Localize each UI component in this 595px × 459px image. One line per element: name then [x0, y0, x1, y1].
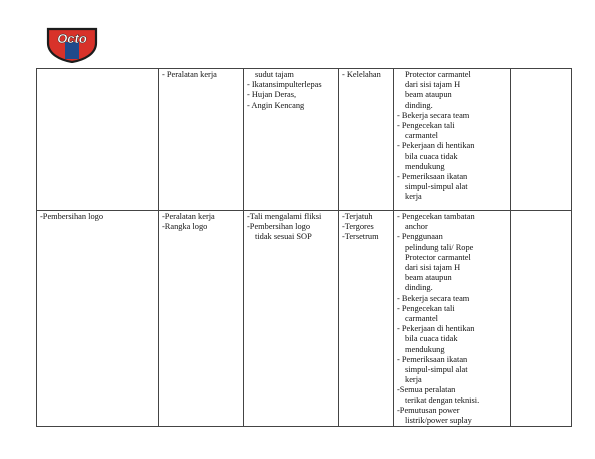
company-logo — [46, 27, 98, 63]
cell-line: - Pekerjaan di hentikan — [397, 141, 475, 151]
cell-line: beam ataupun — [405, 90, 452, 100]
remarks-cell — [511, 69, 572, 211]
cell-line: - Pengecekan tali — [397, 303, 455, 313]
cell-line: -Rangka logo — [162, 222, 208, 232]
activity-cell — [37, 211, 159, 427]
cell-line: dari sisi tajam H — [405, 263, 461, 273]
cell-line: bila cuaca tidak — [405, 334, 458, 344]
activity-cell — [37, 69, 159, 211]
cell-line: bila cuaca tidak — [405, 151, 458, 161]
cell-line: simpul-simpul alat — [405, 365, 468, 375]
control-cell — [394, 69, 511, 211]
cell-line: -Peralatan kerja — [162, 212, 215, 221]
equipment-cell — [159, 69, 244, 211]
cell-line: -Terjatuh — [342, 212, 373, 221]
cell-line: Protector carmantel — [405, 252, 471, 262]
cell-line: -Tali mengalami fliksi — [247, 212, 322, 221]
cell-line: -Tersetrum — [342, 232, 379, 242]
cell-line: dinding. — [405, 283, 433, 293]
hazard-cell — [244, 211, 339, 427]
cell-line: dinding. — [405, 100, 433, 110]
risk-cell — [339, 69, 394, 211]
cell-line: listrik/power suplay — [405, 416, 472, 426]
cell-line: terikat dengan teknisi. — [405, 395, 480, 405]
cell-line: - Pengecekan tambatan — [397, 212, 475, 221]
cell-line: - Hujan Deras, — [247, 90, 297, 100]
equipment-cell — [159, 211, 244, 427]
table-row — [37, 69, 572, 211]
cell-line: - Pekerjaan di hentikan — [397, 324, 475, 334]
cell-line: mendukung — [405, 344, 445, 354]
cell-line: beam ataupun — [405, 273, 452, 283]
jsa-table — [36, 68, 572, 427]
logo-text: Octo — [57, 31, 87, 46]
cell-line: kerja — [405, 375, 422, 385]
cell-line: - Penggunaan — [397, 232, 443, 242]
cell-line: Protector carmantel — [405, 70, 471, 79]
cell-line: -Tergores — [342, 222, 374, 232]
cell-line: -Pemutusan power — [397, 405, 460, 415]
cell-line: - Bekerja secara team — [397, 110, 470, 120]
remarks-cell — [511, 211, 572, 427]
table-row — [37, 211, 572, 427]
cell-line: dari sisi tajam H — [405, 80, 461, 90]
hazard-cell — [244, 69, 339, 211]
cell-line: - Bekerja secara team — [397, 293, 470, 303]
control-cell — [394, 211, 511, 427]
cell-line: simpul-simpul alat — [405, 182, 468, 192]
cell-line: - Kelelahan — [342, 70, 381, 79]
cell-line: carmantel — [405, 314, 439, 324]
cell-line: -Pembersihan logo — [40, 212, 104, 221]
cell-line: tidak sesuai SOP — [255, 232, 312, 242]
cell-line: - Ikatansimpulterlepas — [247, 80, 322, 90]
cell-line: - Pemeriksaan ikatan — [397, 354, 468, 364]
cell-line: - Peralatan kerja — [162, 70, 217, 79]
cell-line: - Pemeriksaan ikatan — [397, 172, 468, 182]
cell-line: kerja — [405, 192, 422, 202]
cell-line: - Pengecekan tali — [397, 121, 455, 131]
cell-line: anchor — [405, 222, 428, 232]
cell-line: carmantel — [405, 131, 439, 141]
cell-line: - Angin Kencang — [247, 100, 305, 110]
risk-cell — [339, 211, 394, 427]
cell-line: mendukung — [405, 161, 445, 171]
cell-line: pelindung tali/ Rope — [405, 242, 474, 252]
cell-line: -Pembersihan logo — [247, 222, 311, 232]
cell-line: -Semua peralatan — [397, 385, 456, 395]
cell-line: sudut tajam — [255, 70, 294, 79]
